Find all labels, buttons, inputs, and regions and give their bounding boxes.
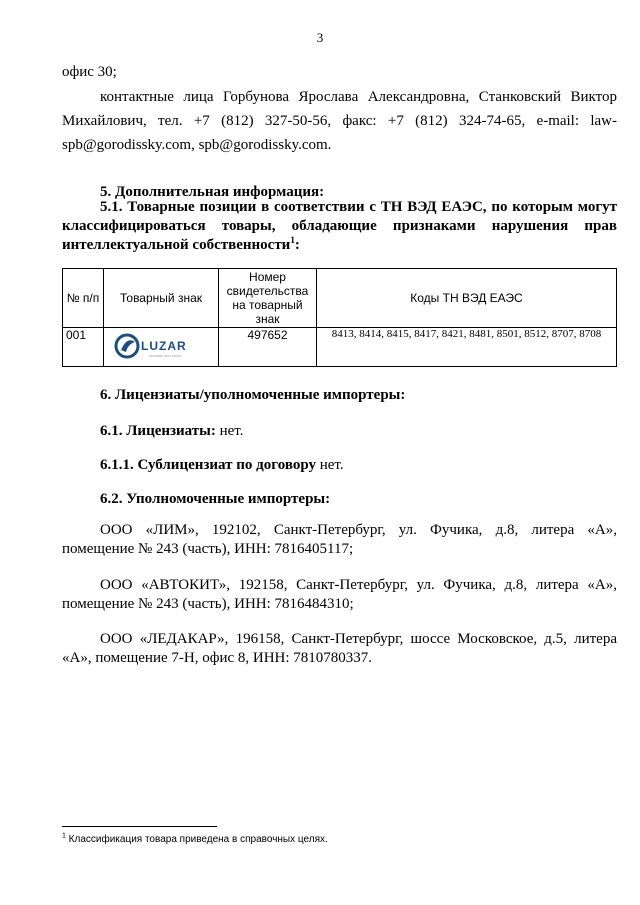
footnote-divider xyxy=(62,826,217,827)
section-6-1-1-label: 6.1.1. Сублицензиат по договору xyxy=(100,457,316,473)
section-5-1-text: 5.1. Товарные позиции в соответствии с ТН ВЭД ЕАЭС, по которым могут классифицироваться товары, обладающие признаками нарушения прав интеллектуальной собственности xyxy=(62,199,617,253)
logo-tagline: driveable auto series xyxy=(149,354,182,358)
section-6-1 xyxy=(62,419,617,443)
section-6-1-1-value: нет. xyxy=(315,457,344,473)
row-certificate: 497652 xyxy=(219,328,317,367)
section-5-1-heading xyxy=(62,198,617,255)
section-6-heading: 6. Лицензиаты/уполномоченные импортеры: xyxy=(100,387,406,403)
table-row xyxy=(63,328,617,367)
importer-item: ООО «ЛЕДАКАР», 196158, Санкт-Петербург, шоссе Московское, д.5, литера «А», помещение 7-Н, офис 8, ИНН: 7810780337. xyxy=(62,631,617,666)
trademark-table xyxy=(62,268,617,367)
row-trademark xyxy=(104,328,219,367)
header-certificate: Номер свидетельства на товарный знак xyxy=(219,269,317,328)
luzar-logo xyxy=(113,332,209,360)
importer-item: ООО «АВТОКИТ», 192158, Санкт-Петербург, ул. Фучика, д.8, литера «А», помещение № 243 (часть), ИНН: 7816484310; xyxy=(62,577,617,612)
contacts-paragraph: контактные лица Горбунова Ярослава Александровна, Станковский Виктор Михайлович, тел. +7 (812) 327-50-56, факс: +7 (812) 324-74-65, e-mail: law-spb@gorodissky.com, spb@gorodissky.com. xyxy=(62,89,617,153)
section-6-1-label: 6.1. Лицензиаты: xyxy=(100,423,216,439)
row-id: 001 xyxy=(63,328,104,367)
footnote-ref: 1 xyxy=(290,235,295,245)
footnote-number: 1 xyxy=(62,832,66,840)
logo-wordmark: LUZAR xyxy=(141,339,187,353)
section-5-1-colon: : xyxy=(294,237,300,253)
page-number: 3 xyxy=(316,30,324,45)
footnote xyxy=(62,834,328,845)
row-codes: 8413, 8414, 8415, 8417, 8421, 8481, 8501, 8512, 8707, 8708 xyxy=(317,328,617,367)
header-codes: Коды ТН ВЭД ЕАЭС xyxy=(317,269,617,328)
section-5-heading: 5. Дополнительная информация: xyxy=(100,184,325,200)
header-trademark: Товарный знак xyxy=(104,269,219,328)
importer-item: ООО «ЛИМ», 192102, Санкт-Петербург, ул. Фучика, д.8, литера «А», помещение № 243 (часть), ИНН: 7816405117; xyxy=(62,522,617,557)
office-line: офис 30; xyxy=(62,64,117,80)
section-6-2-heading: 6.2. Уполномоченные импортеры: xyxy=(100,491,331,507)
header-number: № п/п xyxy=(63,269,104,328)
footnote-text: Классификация товара приведена в справочных целях. xyxy=(65,834,328,845)
section-6-1-1 xyxy=(62,453,617,477)
table-header-row xyxy=(63,269,617,328)
section-6-1-value: нет. xyxy=(215,423,244,439)
